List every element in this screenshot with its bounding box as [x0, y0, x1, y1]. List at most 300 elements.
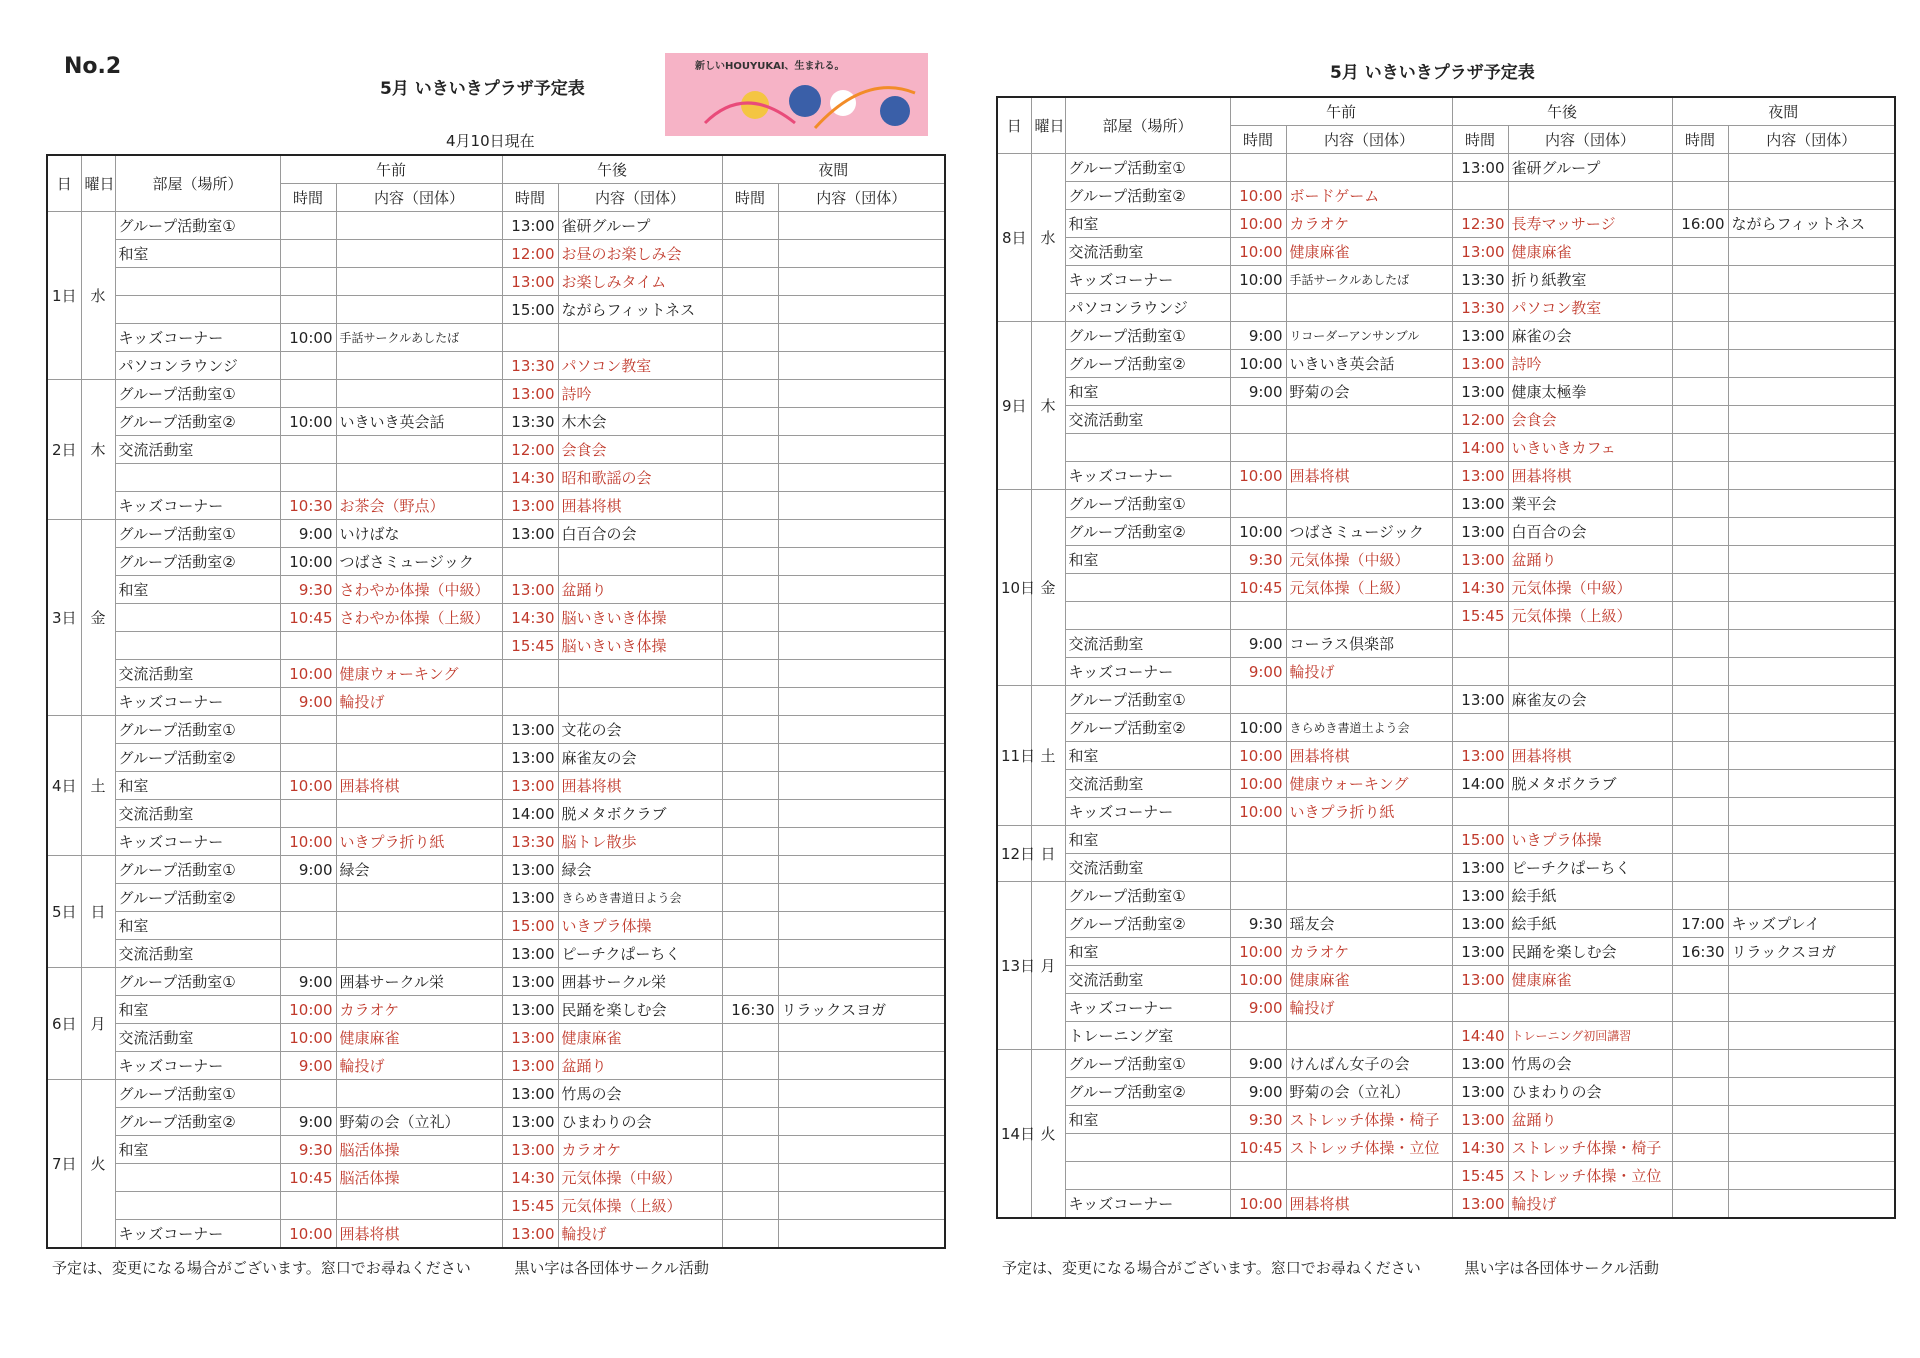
am-time-cell: 10:00	[1230, 1190, 1286, 1219]
night-time-cell	[1672, 182, 1728, 210]
room-cell: 交流活動室	[1065, 238, 1230, 266]
am-content-cell: 囲碁将棋	[1286, 462, 1452, 490]
am-content-cell	[336, 436, 502, 464]
pm-content-cell: 囲碁将棋	[558, 492, 722, 520]
am-time-cell	[280, 940, 336, 968]
am-time-cell	[280, 716, 336, 744]
pm-time-cell: 15:00	[502, 912, 558, 940]
night-content-cell	[1728, 1134, 1895, 1162]
night-content-cell	[1728, 378, 1895, 406]
am-time-cell: 10:00	[1230, 770, 1286, 798]
pm-content-cell: お楽しみタイム	[558, 268, 722, 296]
night-time-cell	[722, 800, 778, 828]
pm-content-cell: 長寿マッサージ	[1508, 210, 1672, 238]
night-time-cell	[1672, 770, 1728, 798]
pm-time-cell: 13:00	[502, 996, 558, 1024]
day-cell: 8日	[997, 154, 1031, 322]
night-time-cell	[722, 296, 778, 324]
night-content-cell	[1728, 546, 1895, 574]
pm-time-cell: 13:00	[502, 968, 558, 996]
pm-content-cell: 元気体操（中級）	[1508, 574, 1672, 602]
am-content-cell: カラオケ	[336, 996, 502, 1024]
night-content-cell	[778, 464, 945, 492]
table-row	[997, 826, 1895, 854]
room-cell	[115, 268, 280, 296]
col-am: 午前	[1230, 97, 1452, 126]
pm-content-cell: 健康麻雀	[558, 1024, 722, 1052]
night-time-cell	[1672, 378, 1728, 406]
am-content-cell	[336, 240, 502, 268]
pm-content-cell: 緑会	[558, 856, 722, 884]
night-content-cell: リラックスヨガ	[1728, 938, 1895, 966]
am-content-cell: ストレッチ体操・椅子	[1286, 1106, 1452, 1134]
pm-content-cell	[1508, 714, 1672, 742]
weekday-cell: 土	[81, 716, 115, 856]
pm-content-cell: きらめき書道日よう会	[558, 884, 722, 912]
night-content-cell	[1728, 490, 1895, 518]
night-time-cell	[722, 324, 778, 352]
col-room: 部屋（場所）	[115, 155, 280, 212]
table-row	[997, 1022, 1895, 1050]
pm-content-cell: パソコン教室	[558, 352, 722, 380]
pm-content-cell	[1508, 658, 1672, 686]
col-night-content: 内容（団体）	[778, 184, 945, 212]
table-row	[997, 658, 1895, 686]
am-time-cell	[1230, 826, 1286, 854]
pm-time-cell: 13:00	[1452, 546, 1508, 574]
col-pm-content: 内容（団体）	[558, 184, 722, 212]
room-cell: キッズコーナー	[1065, 1190, 1230, 1219]
pm-time-cell: 12:00	[1452, 406, 1508, 434]
room-cell: グループ活動室①	[115, 968, 280, 996]
am-content-cell: リコーダーアンサンブル	[1286, 322, 1452, 350]
room-cell: グループ活動室②	[115, 884, 280, 912]
night-time-cell	[1672, 238, 1728, 266]
pm-time-cell: 14:00	[1452, 434, 1508, 462]
table-row	[997, 1078, 1895, 1106]
room-cell: 交流活動室	[1065, 854, 1230, 882]
table-row	[997, 182, 1895, 210]
night-time-cell	[722, 268, 778, 296]
pm-content-cell	[558, 324, 722, 352]
footer-legend: 黒い字は各団体サークル活動	[1464, 1259, 1659, 1277]
night-time-cell	[1672, 714, 1728, 742]
pm-time-cell: 13:30	[502, 408, 558, 436]
pm-time-cell: 15:00	[502, 296, 558, 324]
schedule-table-left	[46, 154, 946, 1249]
night-time-cell	[722, 1024, 778, 1052]
table-row	[997, 1190, 1895, 1219]
pm-content-cell: 盆踊り	[558, 576, 722, 604]
pm-content-cell: 木木会	[558, 408, 722, 436]
pm-time-cell: 13:00	[502, 212, 558, 240]
night-time-cell	[722, 1220, 778, 1249]
pm-time-cell: 15:45	[1452, 602, 1508, 630]
day-cell: 6日	[47, 968, 81, 1080]
am-content-cell	[1286, 686, 1452, 714]
table-row	[997, 966, 1895, 994]
room-cell: 和室	[1065, 1106, 1230, 1134]
table-row	[47, 940, 945, 968]
night-content-cell	[1728, 1022, 1895, 1050]
am-content-cell: きらめき書道土よう会	[1286, 714, 1452, 742]
am-time-cell: 10:00	[280, 828, 336, 856]
am-content-cell: 健康麻雀	[336, 1024, 502, 1052]
pm-time-cell: 13:30	[1452, 294, 1508, 322]
room-cell: グループ活動室①	[115, 520, 280, 548]
pm-content-cell: ピーチクぱーちく	[558, 940, 722, 968]
room-cell	[1065, 602, 1230, 630]
table-row	[47, 744, 945, 772]
table-row	[47, 464, 945, 492]
night-content-cell	[778, 520, 945, 548]
am-content-cell: いきプラ折り紙	[336, 828, 502, 856]
pm-time-cell: 14:30	[1452, 574, 1508, 602]
night-content-cell	[778, 912, 945, 940]
room-cell	[1065, 1134, 1230, 1162]
pm-time-cell: 13:00	[1452, 1050, 1508, 1078]
am-content-cell: 元気体操（上級）	[1286, 574, 1452, 602]
night-content-cell	[778, 604, 945, 632]
night-content-cell	[1728, 602, 1895, 630]
pm-content-cell: 会食会	[558, 436, 722, 464]
am-time-cell: 10:00	[1230, 350, 1286, 378]
room-cell: キッズコーナー	[1065, 994, 1230, 1022]
pm-content-cell: ストレッチ体操・椅子	[1508, 1134, 1672, 1162]
night-content-cell	[778, 1080, 945, 1108]
table-row	[997, 1162, 1895, 1190]
am-content-cell	[1286, 490, 1452, 518]
room-cell: 交流活動室	[115, 800, 280, 828]
col-dow: 曜日	[1031, 97, 1065, 154]
night-time-cell	[722, 576, 778, 604]
pm-content-cell	[1508, 798, 1672, 826]
room-cell: 和室	[115, 912, 280, 940]
am-content-cell	[336, 940, 502, 968]
am-content-cell: いけばな	[336, 520, 502, 548]
night-time-cell	[722, 1164, 778, 1192]
pm-content-cell: いきいきカフェ	[1508, 434, 1672, 462]
night-content-cell: リラックスヨガ	[778, 996, 945, 1024]
room-cell	[115, 464, 280, 492]
am-content-cell	[336, 1080, 502, 1108]
col-pm: 午後	[1452, 97, 1672, 126]
pm-content-cell: ストレッチ体操・立位	[1508, 1162, 1672, 1190]
night-content-cell	[1728, 770, 1895, 798]
night-time-cell	[1672, 1134, 1728, 1162]
pm-time-cell	[502, 548, 558, 576]
am-time-cell: 9:30	[280, 1136, 336, 1164]
am-time-cell	[1230, 1022, 1286, 1050]
night-time-cell	[1672, 1106, 1728, 1134]
pm-time-cell	[1452, 714, 1508, 742]
table-row	[47, 1192, 945, 1220]
table-row	[47, 884, 945, 912]
am-time-cell	[280, 212, 336, 240]
am-time-cell: 9:30	[280, 576, 336, 604]
room-cell	[1065, 574, 1230, 602]
am-content-cell: 緑会	[336, 856, 502, 884]
am-time-cell: 10:00	[280, 324, 336, 352]
pm-content-cell	[1508, 994, 1672, 1022]
am-content-cell	[1286, 294, 1452, 322]
am-content-cell	[336, 268, 502, 296]
night-content-cell	[778, 968, 945, 996]
night-content-cell	[1728, 658, 1895, 686]
room-cell: 和室	[115, 240, 280, 268]
table-row	[997, 406, 1895, 434]
pm-time-cell	[1452, 630, 1508, 658]
night-time-cell	[1672, 490, 1728, 518]
night-time-cell	[722, 856, 778, 884]
am-time-cell: 10:00	[1230, 966, 1286, 994]
am-time-cell	[280, 296, 336, 324]
pm-time-cell	[1452, 994, 1508, 1022]
am-content-cell: 囲碁将棋	[336, 1220, 502, 1249]
am-time-cell	[280, 380, 336, 408]
pm-content-cell: 民踊を楽しむ会	[1508, 938, 1672, 966]
pm-content-cell: 脱メタボクラブ	[558, 800, 722, 828]
day-cell: 3日	[47, 520, 81, 716]
pm-content-cell	[558, 660, 722, 688]
pm-time-cell: 14:30	[502, 604, 558, 632]
night-time-cell	[1672, 686, 1728, 714]
night-time-cell	[722, 1108, 778, 1136]
am-time-cell	[1230, 854, 1286, 882]
night-content-cell	[778, 408, 945, 436]
table-row	[997, 686, 1895, 714]
table-row	[47, 520, 945, 548]
table-row	[997, 210, 1895, 238]
room-cell: グループ活動室②	[115, 548, 280, 576]
room-cell: 和室	[115, 1136, 280, 1164]
pm-content-cell: 詩吟	[558, 380, 722, 408]
room-cell: グループ活動室①	[1065, 686, 1230, 714]
table-row	[47, 716, 945, 744]
banner-text: 新しいHOUYUKAI、生まれる。	[695, 61, 845, 72]
night-content-cell	[778, 548, 945, 576]
footer-note: 予定は、変更になる場合がございます。窓口でお尋ねください	[52, 1259, 471, 1277]
night-content-cell: キッズプレイ	[1728, 910, 1895, 938]
night-time-cell	[1672, 742, 1728, 770]
am-time-cell	[280, 1192, 336, 1220]
table-row	[997, 714, 1895, 742]
am-time-cell	[280, 436, 336, 464]
day-cell: 13日	[997, 882, 1031, 1050]
am-time-cell: 10:00	[280, 660, 336, 688]
pm-time-cell: 13:00	[502, 1080, 558, 1108]
pm-time-cell: 15:00	[1452, 826, 1508, 854]
table-row	[997, 630, 1895, 658]
pm-content-cell	[558, 548, 722, 576]
am-time-cell: 9:30	[1230, 910, 1286, 938]
room-cell	[115, 604, 280, 632]
pm-content-cell: いきプラ体操	[558, 912, 722, 940]
am-time-cell: 10:00	[1230, 518, 1286, 546]
night-content-cell	[778, 1136, 945, 1164]
am-content-cell	[1286, 602, 1452, 630]
room-cell: グループ活動室②	[1065, 714, 1230, 742]
night-time-cell	[1672, 322, 1728, 350]
weekday-cell: 水	[1031, 154, 1065, 322]
am-time-cell	[280, 744, 336, 772]
pm-content-cell: 詩吟	[1508, 350, 1672, 378]
room-cell: キッズコーナー	[1065, 462, 1230, 490]
pm-content-cell: 業平会	[1508, 490, 1672, 518]
pm-content-cell	[1508, 182, 1672, 210]
table-row	[47, 240, 945, 268]
am-content-cell	[336, 632, 502, 660]
night-time-cell	[722, 1052, 778, 1080]
pm-time-cell	[502, 324, 558, 352]
pm-time-cell: 15:45	[502, 632, 558, 660]
pm-time-cell: 12:00	[502, 436, 558, 464]
weekday-cell: 金	[81, 520, 115, 716]
table-row	[997, 294, 1895, 322]
table-row	[47, 1108, 945, 1136]
am-content-cell: 囲碁サークル栄	[336, 968, 502, 996]
pm-time-cell: 13:00	[1452, 882, 1508, 910]
room-cell	[1065, 1162, 1230, 1190]
night-content-cell	[778, 436, 945, 464]
am-time-cell	[1230, 490, 1286, 518]
night-time-cell	[722, 604, 778, 632]
am-time-cell	[280, 352, 336, 380]
pm-content-cell: 竹馬の会	[558, 1080, 722, 1108]
night-time-cell	[722, 464, 778, 492]
am-content-cell: つばさミュージック	[336, 548, 502, 576]
night-content-cell	[1728, 154, 1895, 182]
am-time-cell: 10:00	[1230, 742, 1286, 770]
room-cell: 和室	[115, 772, 280, 800]
col-room: 部屋（場所）	[1065, 97, 1230, 154]
room-cell: キッズコーナー	[1065, 266, 1230, 294]
room-cell: グループ活動室②	[115, 1108, 280, 1136]
pm-time-cell	[502, 688, 558, 716]
am-content-cell: けんばん女子の会	[1286, 1050, 1452, 1078]
night-content-cell	[778, 828, 945, 856]
room-cell: 交流活動室	[1065, 770, 1230, 798]
night-time-cell	[722, 1192, 778, 1220]
pm-content-cell: 健康麻雀	[1508, 238, 1672, 266]
table-row	[47, 576, 945, 604]
pm-content-cell: 盆踊り	[558, 1052, 722, 1080]
am-time-cell	[1230, 434, 1286, 462]
am-content-cell: いきいき英会話	[336, 408, 502, 436]
am-time-cell	[280, 800, 336, 828]
night-time-cell	[1672, 574, 1728, 602]
am-time-cell: 10:45	[280, 1164, 336, 1192]
am-time-cell	[1230, 1162, 1286, 1190]
pm-content-cell: お昼のお楽しみ会	[558, 240, 722, 268]
am-content-cell: 元気体操（中級）	[1286, 546, 1452, 574]
table-row	[47, 1164, 945, 1192]
night-time-cell	[722, 744, 778, 772]
room-cell: 和室	[1065, 938, 1230, 966]
pm-time-cell: 13:30	[1452, 266, 1508, 294]
page-number: No.2	[64, 54, 122, 79]
room-cell: キッズコーナー	[115, 828, 280, 856]
weekday-cell: 土	[1031, 686, 1065, 826]
night-time-cell	[1672, 1190, 1728, 1219]
am-time-cell: 10:45	[1230, 1134, 1286, 1162]
night-time-cell	[722, 772, 778, 800]
am-time-cell	[1230, 882, 1286, 910]
am-content-cell: 健康麻雀	[1286, 238, 1452, 266]
am-content-cell: 健康ウォーキング	[336, 660, 502, 688]
night-time-cell	[722, 828, 778, 856]
table-row	[997, 994, 1895, 1022]
pm-time-cell: 13:00	[1452, 490, 1508, 518]
night-time-cell	[722, 716, 778, 744]
room-cell: グループ活動室①	[1065, 322, 1230, 350]
pm-content-cell: 囲碁将棋	[558, 772, 722, 800]
col-pm-time: 時間	[502, 184, 558, 212]
pm-time-cell: 13:00	[502, 268, 558, 296]
col-day: 日	[997, 97, 1031, 154]
am-content-cell: 輪投げ	[1286, 994, 1452, 1022]
am-time-cell: 9:00	[1230, 322, 1286, 350]
day-cell: 5日	[47, 856, 81, 968]
am-content-cell: 健康麻雀	[1286, 966, 1452, 994]
pm-content-cell: 麻雀友の会	[1508, 686, 1672, 714]
am-time-cell: 9:00	[280, 856, 336, 884]
pm-time-cell: 13:00	[1452, 1190, 1508, 1219]
table-row	[997, 602, 1895, 630]
am-content-cell	[1286, 826, 1452, 854]
am-time-cell: 10:00	[280, 996, 336, 1024]
table-row	[997, 154, 1895, 182]
table-row	[47, 968, 945, 996]
as-of-date: 4月10日現在	[446, 132, 535, 150]
night-content-cell	[1728, 826, 1895, 854]
night-time-cell	[1672, 854, 1728, 882]
pm-content-cell: 脳いきいき体操	[558, 632, 722, 660]
room-cell: グループ活動室②	[1065, 1078, 1230, 1106]
night-content-cell	[1728, 1106, 1895, 1134]
pm-time-cell	[1452, 658, 1508, 686]
day-cell: 9日	[997, 322, 1031, 490]
footer-note-left	[52, 1257, 709, 1278]
room-cell	[115, 1192, 280, 1220]
night-time-cell	[1672, 350, 1728, 378]
pm-time-cell: 13:00	[1452, 742, 1508, 770]
night-time-cell: 17:00	[1672, 910, 1728, 938]
am-time-cell: 10:00	[1230, 210, 1286, 238]
night-content-cell	[1728, 238, 1895, 266]
night-time-cell	[1672, 658, 1728, 686]
weekday-cell: 金	[1031, 490, 1065, 686]
night-content-cell	[1728, 322, 1895, 350]
am-time-cell: 9:00	[280, 688, 336, 716]
pm-time-cell: 13:00	[1452, 938, 1508, 966]
am-content-cell: カラオケ	[1286, 938, 1452, 966]
night-content-cell	[1728, 406, 1895, 434]
table-row	[47, 1080, 945, 1108]
am-time-cell: 10:00	[1230, 182, 1286, 210]
room-cell: 和室	[115, 996, 280, 1024]
am-content-cell	[336, 352, 502, 380]
night-content-cell	[778, 492, 945, 520]
pm-time-cell: 14:40	[1452, 1022, 1508, 1050]
room-cell: グループ活動室①	[115, 856, 280, 884]
footer-note: 予定は、変更になる場合がございます。窓口でお尋ねください	[1002, 1259, 1421, 1277]
room-cell: グループ活動室①	[115, 1080, 280, 1108]
pm-time-cell: 13:00	[1452, 154, 1508, 182]
night-time-cell	[722, 884, 778, 912]
day-cell: 7日	[47, 1080, 81, 1249]
room-cell: グループ活動室①	[115, 716, 280, 744]
